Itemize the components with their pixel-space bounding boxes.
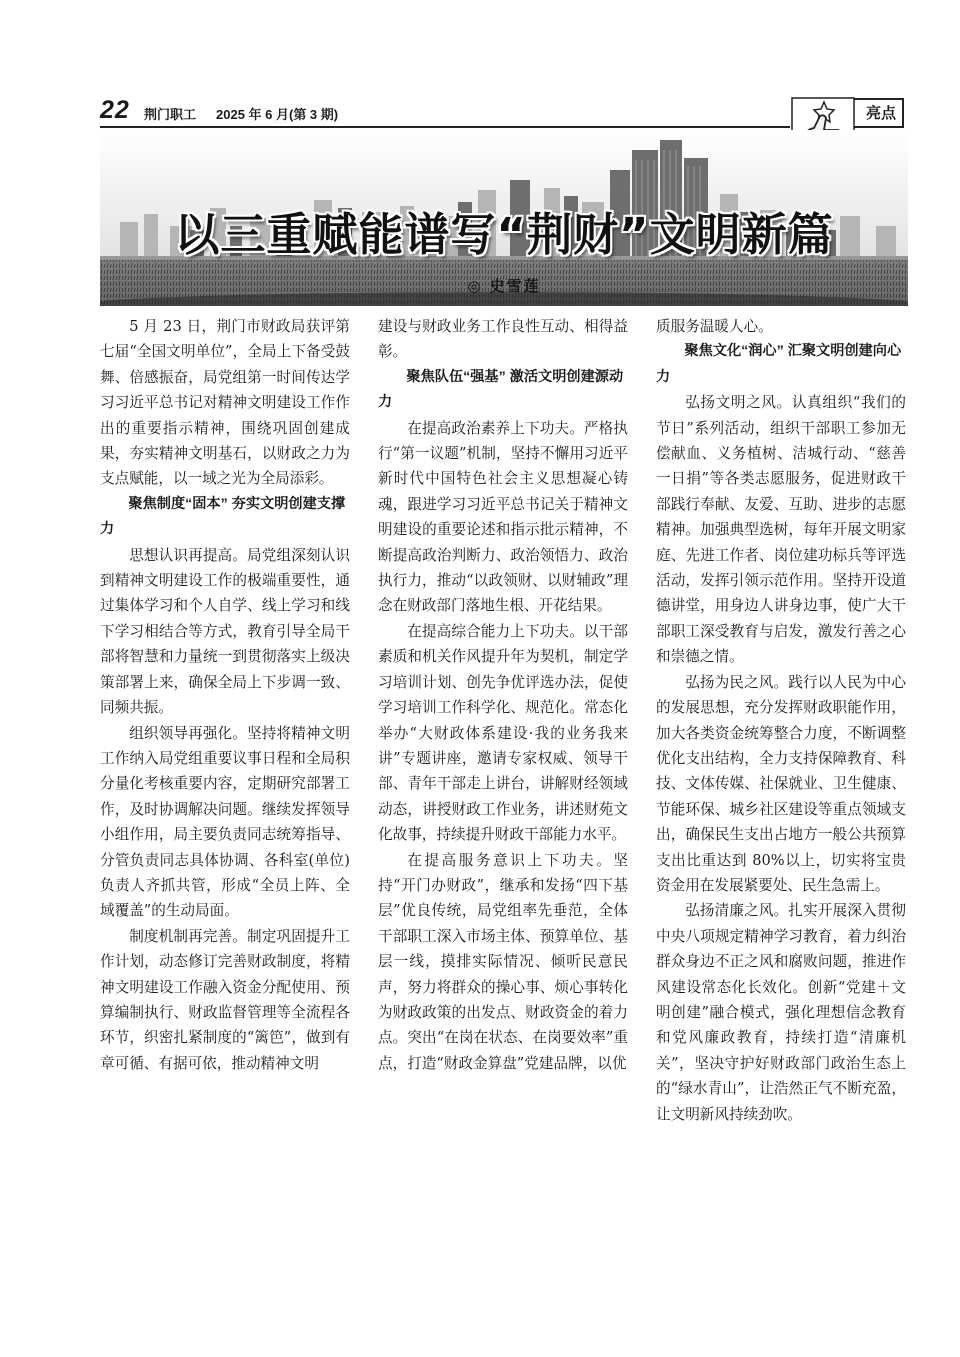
section-heading: 聚焦制度“固本” 夯实文明创建支撑力 [100, 495, 346, 538]
paragraph: 5 月 23 日，荆门市财政局获评第七届“全国文明单位”，全局上下备受鼓舞、倍感振奋，局党组第一时间传达学习习近平总书记对精神文明建设工作作出的重要指示精神，围绕巩固创建成果，夯实精神文明基石，以财政之力为支点赋能，以一域之光为全局添彩。 [100, 318, 350, 488]
paragraph: 弘扬文明之风。认真组织“我们的节日”系列活动，组织干部职工参加无偿献血、义务植树、洁城行动、“慈善一日捐”等各类志愿服务，促进财政干部践行奉献、友爱、互助、进步的志愿精神。加强典型选树，每年开展文明家庭、先进工作者、岗位建功标兵等评选活动，发挥引领示范作用。坚持开设道德讲堂，用身边人讲身边事，使广大干部职工深受教育与启发，激发行善之心和崇德之情。 [656, 394, 906, 666]
section-label: 亮点 [865, 105, 896, 122]
title-banner [100, 130, 908, 306]
paragraph: 弘扬清廉之风。扎实开展深入贯彻中央八项规定精神学习教育，着力纠治群众身边不正之风和腐败问题，推进作风建设常态化长效化。创新“党建＋文明创建”融合模式，强化理想信念教育和党风廉政教育，持续打造“清廉机关”，坚决守护好财政部门政治生态上的“绿水青山”，让浩然正气不断充盈，让文明新风持续劲吹。 [656, 902, 906, 1123]
header-rule [100, 126, 790, 128]
article-title: 以三重赋能谱写“荆财”文明新篇 [174, 208, 834, 261]
section-heading: 聚焦文化“润心” 汇聚文明创建向心力 [656, 343, 902, 385]
article-column-3 [656, 314, 906, 1127]
running-header [100, 96, 790, 126]
publication-name: 荆门职工 [144, 107, 197, 122]
paragraph-continued: 建设与财政业务工作良性互动、相得益彰。 [378, 318, 628, 361]
paragraph: 思想认识再提高。局党组深刻认识到精神文明建设工作的极端重要性，通过集体学习和个人自学、线上学习和线下学习相结合等方式，教育引导全局干部将智慧和力量统一到贯彻落实上级决策部署上来，确保全局上下步调一致、同频共振。 [100, 546, 350, 717]
section-heading: 聚焦队伍“强基” 激活文明创建源动力 [378, 368, 624, 411]
paragraph: 在提高政治素养上下功夫。严格执行“第一议题”机制，坚持不懈用习近平新时代中国特色社会主义思想凝心铸魂，跟进学习习近平总书记关于精神文明建设的重要论述和指示批示精神，不断提高政治判断力、政治领悟力、政治执行力，推动“以政领财、以财辅政”理念在财政部门落地生根、开花结果。 [378, 419, 628, 615]
article-column-1 [100, 314, 350, 1076]
article-column-2 [378, 314, 628, 1076]
paragraph: 制度机制再完善。制定巩固提升工作计划，动态修订完善财政制度，将精神文明建设工作融入资金分配使用、预算编制执行、财政监督管理等全流程各环节，织密扎紧制度的“篱笆”，做到有章可循、有据可依，推动精神文明 [100, 927, 350, 1072]
paragraph: 弘扬为民之风。践行以人民为中心的发展思想，充分发挥财政职能作用，加大各类资金统筹整合力度，不断调整优化支出结构，全力支持保障教育、科技、文体传媒、社保就业、卫生健康、节能环保、城乡社区建设等重点领域支出，确保民生支出占地方一般公共预算支出比重达到 80%以上，切实将宝贵资金用在发展紧要处、民生急需上。 [656, 673, 906, 894]
issue-date: 2025 年 6 月(第 3 期) [216, 107, 339, 122]
paragraph: 在提高服务意识上下功夫。坚持“开门办财政”，继承和发扬“四下基层”优良传统，局党组率先垂范，全体干部职工深入市场主体、预算单位、基层一线，摸排实际情况、倾听民意民声，努力将群众的操心事、烦心事转化为财政政策的出发点、财政资金的着力点。突出“在岗在状态、在岗要效率”重点，打造“财政金算盘”党建品牌，以优 [378, 851, 628, 1072]
paragraph: 在提高综合能力上下功夫。以干部素质和机关作风提升年为契机，制定学习培训计划、创先争优评选办法，促使学习培训工作科学化、规范化。常态化举办“大财政体系建设·我的业务我来讲”专题讲座，邀请专家权威、领导干部、青年干部走上讲台，讲解财经领域动态，讲授财政工作业务，讲述财苑文化故事，持续提升财政干部能力水平。 [378, 622, 628, 844]
article-byline: ◎ 史雪莲 [467, 277, 541, 295]
paragraph: 组织领导再强化。坚持将精神文明工作纳入局党组重要议事日程和全局积分量化考核重要内容，定期研究部署工作，及时协调解决问题。继续发挥领导小组作用，局主要负责同志统筹指导、分管负责同志具体协调、各科室(单位)负责人齐抓共管，形成“全员上阵、全域覆盖”的生动局面。 [100, 724, 350, 920]
paragraph-continued: 质服务温暖人心。 [656, 318, 773, 335]
page-number: 22 [100, 96, 130, 124]
